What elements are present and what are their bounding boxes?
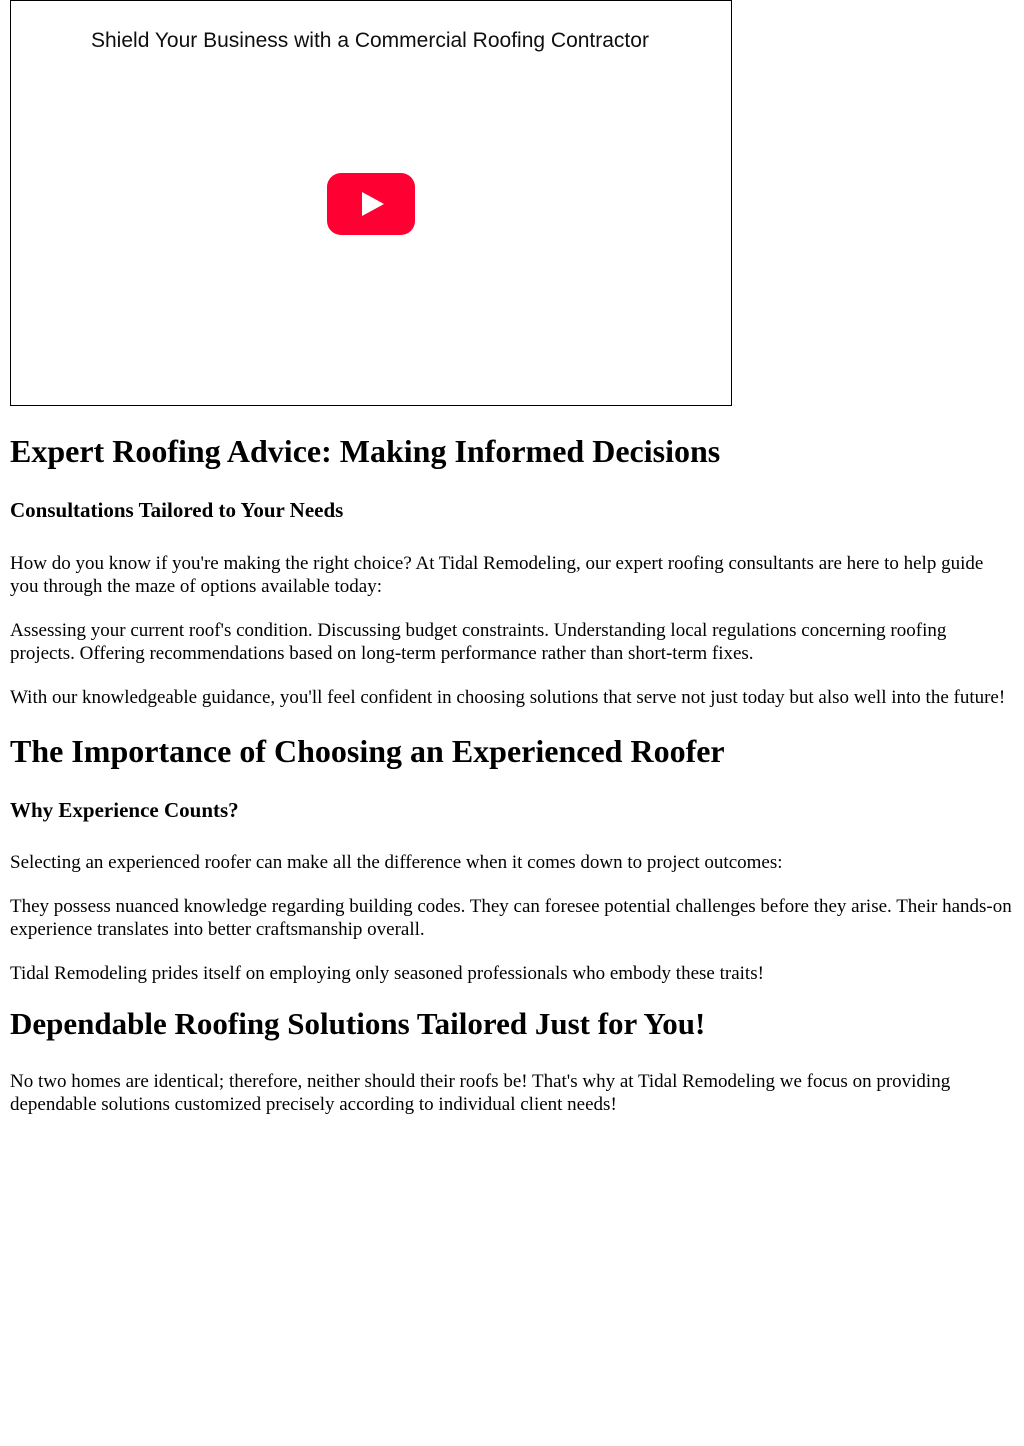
paragraph: Assessing your current roof's condition. Discussing budget constraints. Understanding local regulations concerning roofing projects. Offering recommendations based on long-term performance rather than short-term fixes. bbox=[10, 619, 947, 664]
play-icon[interactable] bbox=[327, 173, 415, 235]
video-title[interactable]: Shield Your Business with a Commercial Roofing Contractor bbox=[91, 29, 649, 52]
paragraph: How do you know if you're making the right choice? At Tidal Remodeling, our expert roofing consultants are here to help guide you through the maze of options available today: bbox=[10, 552, 984, 597]
section-heading-expert-advice: Expert Roofing Advice: Making Informed Decisions bbox=[10, 433, 721, 469]
paragraph: With our knowledgeable guidance, you'll feel confident in choosing solutions that serve not just today but also well into the future! bbox=[10, 686, 1006, 708]
paragraph: Selecting an experienced roofer can make all the difference when it comes down to project outcomes: bbox=[10, 852, 783, 874]
paragraph: Tidal Remodeling prides itself on employing only seasoned professionals who embody these traits! bbox=[10, 963, 764, 985]
section-heading-experienced-roofer: The Importance of Choosing an Experienced Roofer bbox=[10, 732, 725, 769]
subheading-why-experience: Why Experience Counts? bbox=[10, 797, 239, 822]
video-embed[interactable] bbox=[10, 0, 732, 406]
subheading-consultations: Consultations Tailored to Your Needs bbox=[10, 498, 344, 523]
section-heading-dependable-solutions: Dependable Roofing Solutions Tailored Just for You! bbox=[10, 1006, 706, 1042]
paragraph: They possess nuanced knowledge regarding building codes. They can foresee potential challenges before they arise. Their hands-on experience translates into better craftsmanship overall. bbox=[10, 896, 1012, 941]
paragraph: No two homes are identical; therefore, neither should their roofs be! That's why at Tidal Remodeling we focus on providing dependable solutions customized precisely according to individual client needs! bbox=[10, 1071, 951, 1116]
